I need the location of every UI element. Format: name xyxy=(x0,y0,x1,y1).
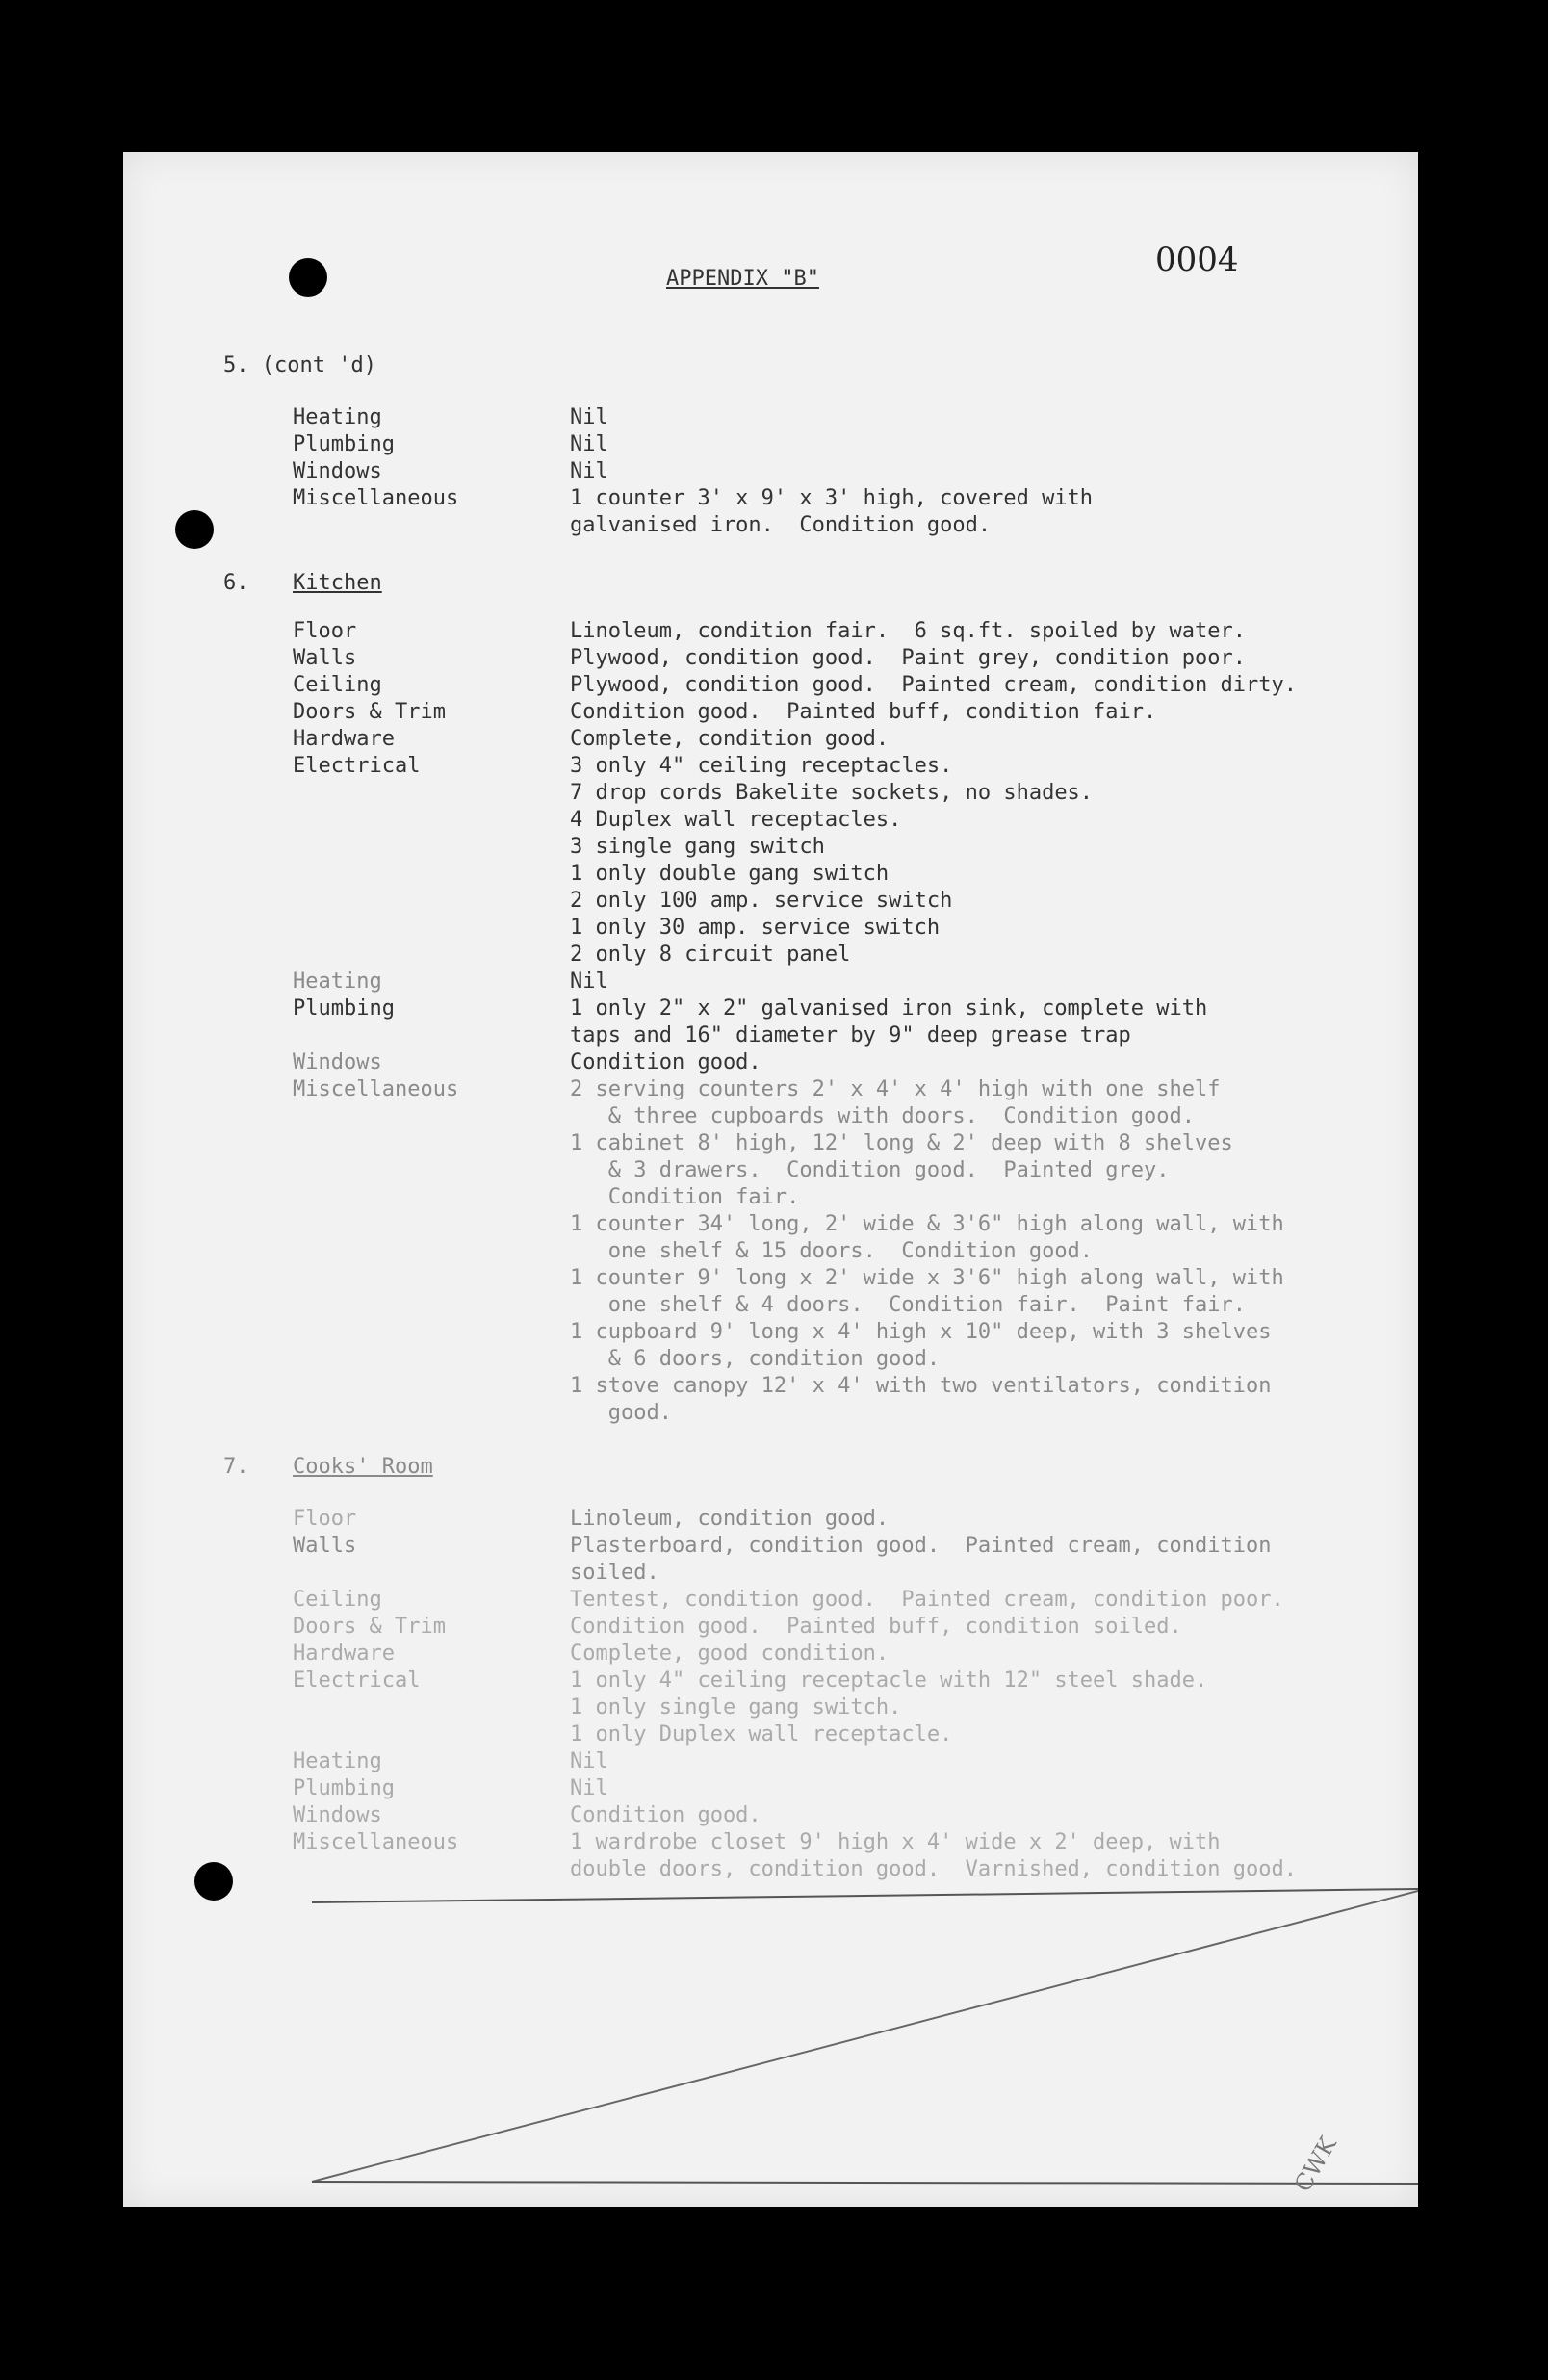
row-value: Condition good. Painted buff, condition soiled. xyxy=(570,1615,1182,1639)
row-label: Ceiling xyxy=(293,673,382,697)
section-6-number: 6. xyxy=(223,571,249,595)
row-label: Plumbing xyxy=(293,432,395,456)
row-value: Complete, condition good. xyxy=(570,727,890,751)
row-label: Heating xyxy=(293,405,382,429)
section-5-heading: 5. (cont 'd) xyxy=(223,353,376,377)
appendix-title: APPENDIX "B" xyxy=(666,267,819,291)
row-label: Miscellaneous xyxy=(293,1830,459,1854)
row-value: Nil xyxy=(570,459,608,483)
row-label: Walls xyxy=(293,646,357,670)
row-value: Nil xyxy=(570,432,608,456)
row-label: Miscellaneous xyxy=(293,1077,459,1101)
row-label: Hardware xyxy=(293,1642,395,1666)
row-value: 1 wardrobe closet 9' high x 4' wide x 2' deep, with double doors, condition good. Varnished, condition good. xyxy=(570,1830,1297,1881)
row-label: Electrical xyxy=(293,754,421,778)
row-label: Miscellaneous xyxy=(293,486,459,510)
signature-initials: CWK xyxy=(1289,2132,1342,2197)
page-number: 0004 xyxy=(1155,241,1239,279)
row-label: Plumbing xyxy=(293,1776,395,1800)
row-value: Plywood, condition good. Paint grey, condition poor. xyxy=(570,646,1246,670)
row-label: Ceiling xyxy=(293,1588,382,1612)
row-label: Floor xyxy=(293,1507,357,1531)
row-value: 3 only 4" ceiling receptacles. 7 drop cords Bakelite sockets, no shades. 4 Duplex wall receptacles. 3 single gang switch 1 only double gang switch 2 only 100 amp. service switch 1 only 30 amp. service switch 2 only 8 circuit panel xyxy=(570,754,1094,967)
row-label: Windows xyxy=(293,459,382,483)
section-7-title: Cooks' Room xyxy=(293,1455,433,1479)
row-value: 2 serving counters 2' x 4' x 4' high with one shelf & three cupboards with doors. Condition good. 1 cabinet 8' high, 12' long & 2' deep with 8 shelves & 3 drawers. Condition good. Painted grey. Condition fair. 1 counter 34' long, 2' wide & 3'6" high along wall, with one shelf & 15 doors. Condition good. 1 counter 9' long x 2' wide x 3'6" high along wall, with one shelf & 4 doors. Condition fair. Paint fair. 1 cupboard 9' long x 4' high x 10" deep, with 3 shelves & 6 doors, condition good. 1 stove canopy 12' x 4' with two ventilators, condition good. xyxy=(570,1077,1284,1425)
document-page xyxy=(123,152,1418,2207)
row-value: Condition good. xyxy=(570,1050,761,1074)
row-label: Plumbing xyxy=(293,996,395,1021)
row-label: Doors & Trim xyxy=(293,1615,446,1639)
row-value: Tentest, condition good. Painted cream, condition poor. xyxy=(570,1588,1284,1612)
row-label: Doors & Trim xyxy=(293,700,446,724)
row-value: 1 counter 3' x 9' x 3' high, covered with galvanised iron. Condition good. xyxy=(570,486,1094,537)
row-label: Heating xyxy=(293,970,382,994)
row-label: Windows xyxy=(293,1803,382,1827)
row-label: Windows xyxy=(293,1050,382,1074)
row-value: Linoleum, condition good. xyxy=(570,1507,890,1531)
row-value: Nil xyxy=(570,1776,608,1800)
row-label: Hardware xyxy=(293,727,395,751)
section-7-number: 7. xyxy=(223,1455,249,1479)
row-label: Heating xyxy=(293,1749,382,1773)
section-6-title: Kitchen xyxy=(293,571,382,595)
row-value: Linoleum, condition fair. 6 sq.ft. spoiled by water. xyxy=(570,619,1246,643)
row-value: Plywood, condition good. Painted cream, condition dirty. xyxy=(570,673,1297,697)
row-label: Floor xyxy=(293,619,357,643)
row-value: Condition good. xyxy=(570,1803,761,1827)
row-value: Condition good. Painted buff, condition fair. xyxy=(570,700,1157,724)
row-label: Electrical xyxy=(293,1669,421,1693)
row-label: Walls xyxy=(293,1534,357,1558)
row-value: Nil xyxy=(570,1749,608,1773)
row-value: Nil xyxy=(570,405,608,429)
row-value: 1 only 2" x 2" galvanised iron sink, complete with taps and 16" diameter by 9" deep grease trap xyxy=(570,996,1208,1048)
cancellation-z-lines xyxy=(123,152,1418,2207)
row-value: 1 only 4" ceiling receptacle with 12" steel shade. 1 only single gang switch. 1 only Duplex wall receptacle. xyxy=(570,1669,1208,1746)
row-value: Plasterboard, condition good. Painted cream, condition soiled. xyxy=(570,1534,1272,1585)
row-value: Complete, good condition. xyxy=(570,1642,890,1666)
row-value: Nil xyxy=(570,970,608,994)
